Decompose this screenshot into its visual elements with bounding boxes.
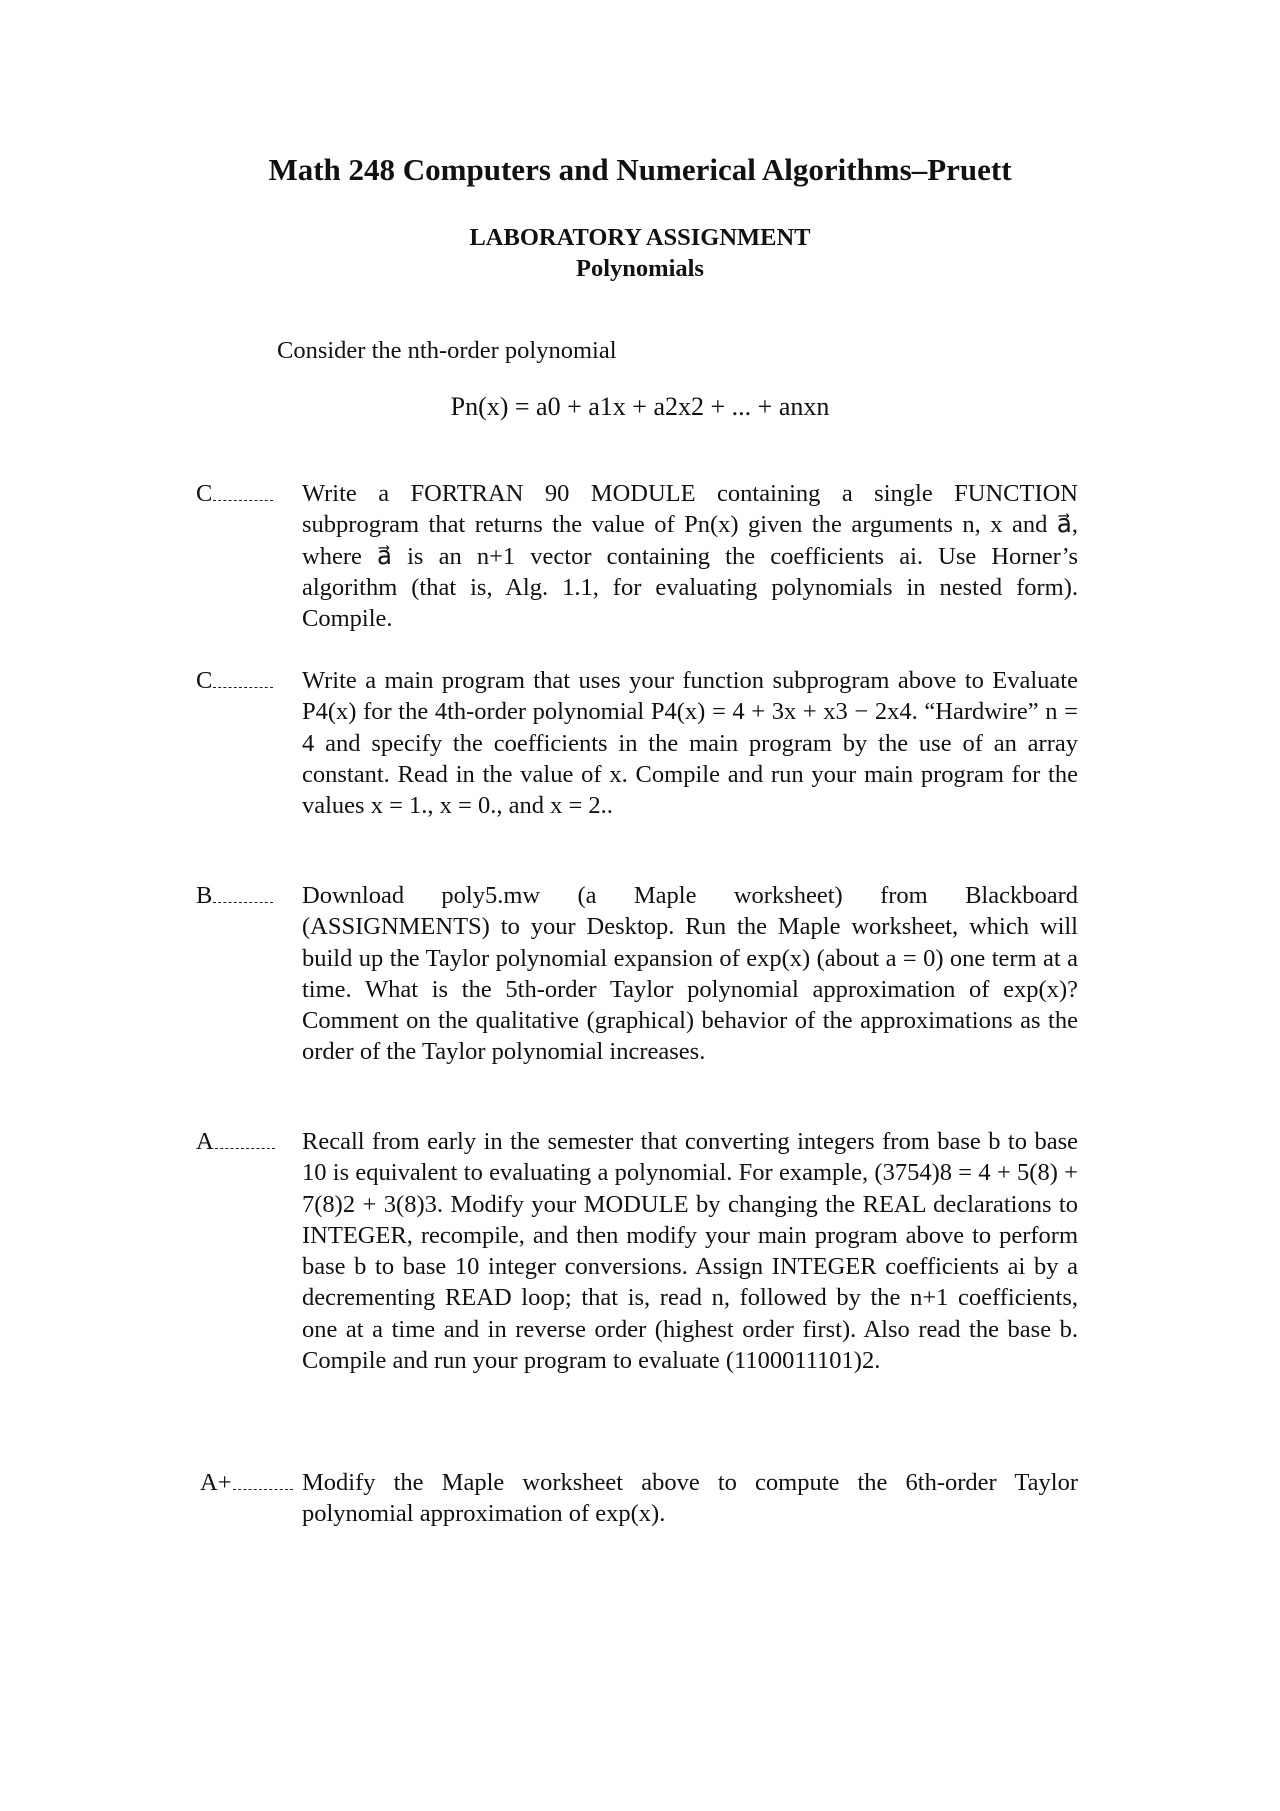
grade-label bbox=[196, 478, 273, 509]
assignment-heading bbox=[0, 222, 1280, 284]
grade-label bbox=[196, 880, 273, 911]
task-text: Download poly5.mw (a Maple worksheet) from Blackboard (ASSIGNMENTS) to your Desktop. Run the Maple worksheet, which will build up the Taylor polynomial expansion of exp(x) (about a = 0) one term at a time. What is the 5th-order Taylor polynomial approximation of exp(x)? Comment on the qualitative (graphical) behavior of the approximations as the order of the Taylor polynomial increases. bbox=[302, 882, 1078, 1066]
task-text: Recall from early in the semester that converting integers from base b to base 10 is equivalent to evaluating a polynomial. For example, (3754)8 = 4 + 5(8) + 7(8)2 + 3(8)3. Modify your MODULE by changing the REAL declarations to INTEGER, recompile, and then modify your main program above to perform base b to base 10 integer conversions. Assign INTEGER coefficients ai by a decrementing READ loop; that is, read n, followed by the n+1 coefficients, one at a time and in reverse order (highest order first). Also read the base b. Compile and run your program to evaluate (1100011101)2. bbox=[302, 1128, 1078, 1375]
grade-blank bbox=[213, 902, 273, 903]
grade-letter: A+ bbox=[200, 1469, 232, 1496]
page-title: Math 248 Computers and Numerical Algorithms–Pruett bbox=[268, 152, 1012, 187]
grade-label bbox=[200, 1467, 293, 1498]
grade-blank bbox=[213, 500, 273, 501]
grade-blank bbox=[215, 1148, 275, 1149]
grade-label bbox=[196, 1126, 275, 1157]
polynomial-formula: Pn(x) = a0 + a1x + a2x2 + ... + anxn bbox=[450, 392, 830, 421]
grade-letter: C bbox=[196, 480, 213, 507]
grade-letter: C bbox=[196, 667, 213, 694]
task-text: Write a main program that uses your function subprogram above to Evaluate P4(x) for the 4th-order polynomial P4(x) = 4 + 3x + x3 − 2x4. “Hardwire” n = 4 and specify the coefficients in the main program by the use of an array constant. Read in the value of x. Compile and run your main program for the values x = 1., x = 0., and x = 2.. bbox=[302, 667, 1078, 820]
grade-letter: A bbox=[196, 1128, 214, 1155]
assignment-topic: Polynomials bbox=[576, 255, 704, 282]
grade-letter: B bbox=[196, 882, 213, 909]
grade-blank bbox=[213, 687, 273, 688]
assignment-label: LABORATORY ASSIGNMENT bbox=[469, 224, 811, 251]
grade-blank bbox=[233, 1489, 293, 1490]
intro-text: Consider the nth-order polynomial bbox=[277, 337, 617, 364]
grade-label bbox=[196, 665, 273, 696]
task-text: Write a FORTRAN 90 MODULE containing a single FUNCTION subprogram that returns the value of Pn(x) given the arguments n, x and a⃗, where a⃗ is an n+1 vector containing the coefficients ai. Use Horner’s algorithm (that is, Alg. 1.1, for evaluating polynomials in nested form). Compile. bbox=[302, 480, 1078, 633]
task-text: Modify the Maple worksheet above to compute the 6th-order Taylor polynomial approximation of exp(x). bbox=[302, 1469, 1078, 1528]
